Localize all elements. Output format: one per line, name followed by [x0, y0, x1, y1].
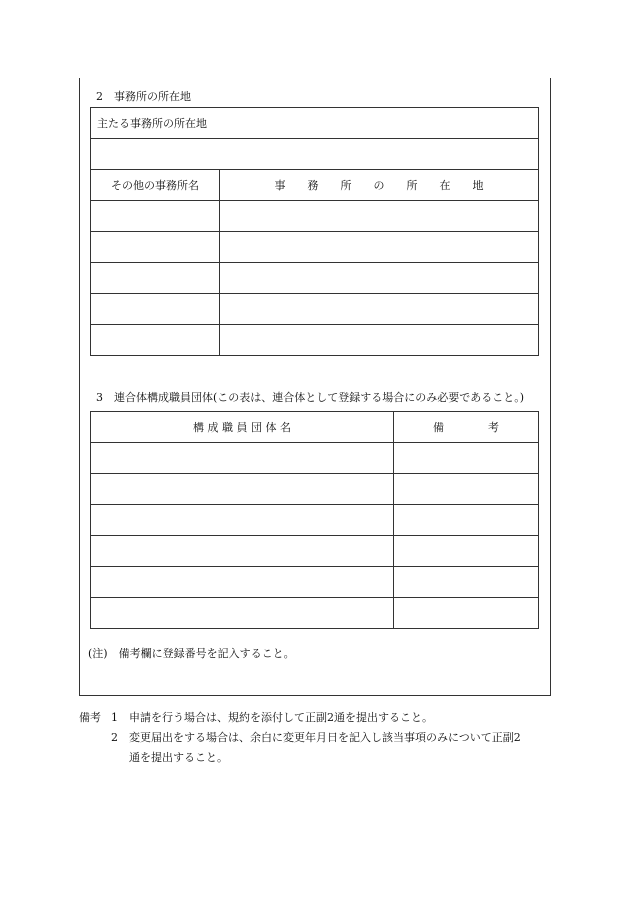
note-text: (注) 備考欄に登録番号を記入すること。: [88, 647, 295, 660]
office-location-header: 事 務 所 の 所 在 地: [220, 170, 539, 201]
group-remarks-cell[interactable]: [394, 474, 539, 505]
remarks-item-number: 2: [111, 731, 118, 744]
remarks-item-text: 変更届出をする場合は、余白に変更年月日を記入し該当事項のみについて正副2: [129, 731, 521, 744]
office-location-cell[interactable]: [220, 325, 539, 356]
other-office-name-cell[interactable]: [91, 201, 220, 232]
group-remarks-cell[interactable]: [394, 505, 539, 536]
group-name-cell[interactable]: [91, 443, 394, 474]
group-name-cell[interactable]: [91, 598, 394, 629]
office-location-cell[interactable]: [220, 232, 539, 263]
group-remarks-cell[interactable]: [394, 598, 539, 629]
remarks-label: 備考: [79, 711, 101, 724]
section3-title: 3 連合体構成職員団体(この表は、連合体として登録する場合にのみ必要であること。): [96, 391, 525, 404]
office-location-cell[interactable]: [220, 263, 539, 294]
group-remarks-cell[interactable]: [394, 443, 539, 474]
group-name-cell[interactable]: [91, 474, 394, 505]
office-location-table: [90, 107, 539, 356]
office-location-cell[interactable]: [220, 201, 539, 232]
remarks-row: [79, 748, 521, 768]
remarks-item-text: 通を提出すること。: [129, 751, 228, 764]
other-office-name-cell[interactable]: [91, 263, 220, 294]
remarks-row: [79, 708, 521, 728]
section2-title: 2 事務所の所在地: [96, 90, 191, 103]
group-name-cell[interactable]: [91, 505, 394, 536]
member-groups-table: [90, 411, 539, 629]
group-remarks-header: 備 考: [394, 412, 539, 443]
group-remarks-cell[interactable]: [394, 536, 539, 567]
main-office-value-cell[interactable]: [91, 139, 539, 170]
remarks-item-number: 1: [111, 711, 118, 724]
remarks-row: [79, 728, 521, 748]
other-office-name-cell[interactable]: [91, 232, 220, 263]
other-office-name-header: その他の事務所名: [91, 170, 220, 201]
group-remarks-cell[interactable]: [394, 567, 539, 598]
other-office-name-cell[interactable]: [91, 294, 220, 325]
group-name-cell[interactable]: [91, 536, 394, 567]
office-location-cell[interactable]: [220, 294, 539, 325]
group-name-cell[interactable]: [91, 567, 394, 598]
remarks-item-number: [111, 748, 129, 768]
remarks-item-text: 申請を行う場合は、規約を添付して正副2通を提出すること。: [129, 711, 433, 724]
remarks-section: [79, 708, 521, 768]
main-office-label: 主たる事務所の所在地: [91, 108, 539, 139]
group-name-header: 構 成 職 員 団 体 名: [91, 412, 394, 443]
other-office-name-cell[interactable]: [91, 325, 220, 356]
